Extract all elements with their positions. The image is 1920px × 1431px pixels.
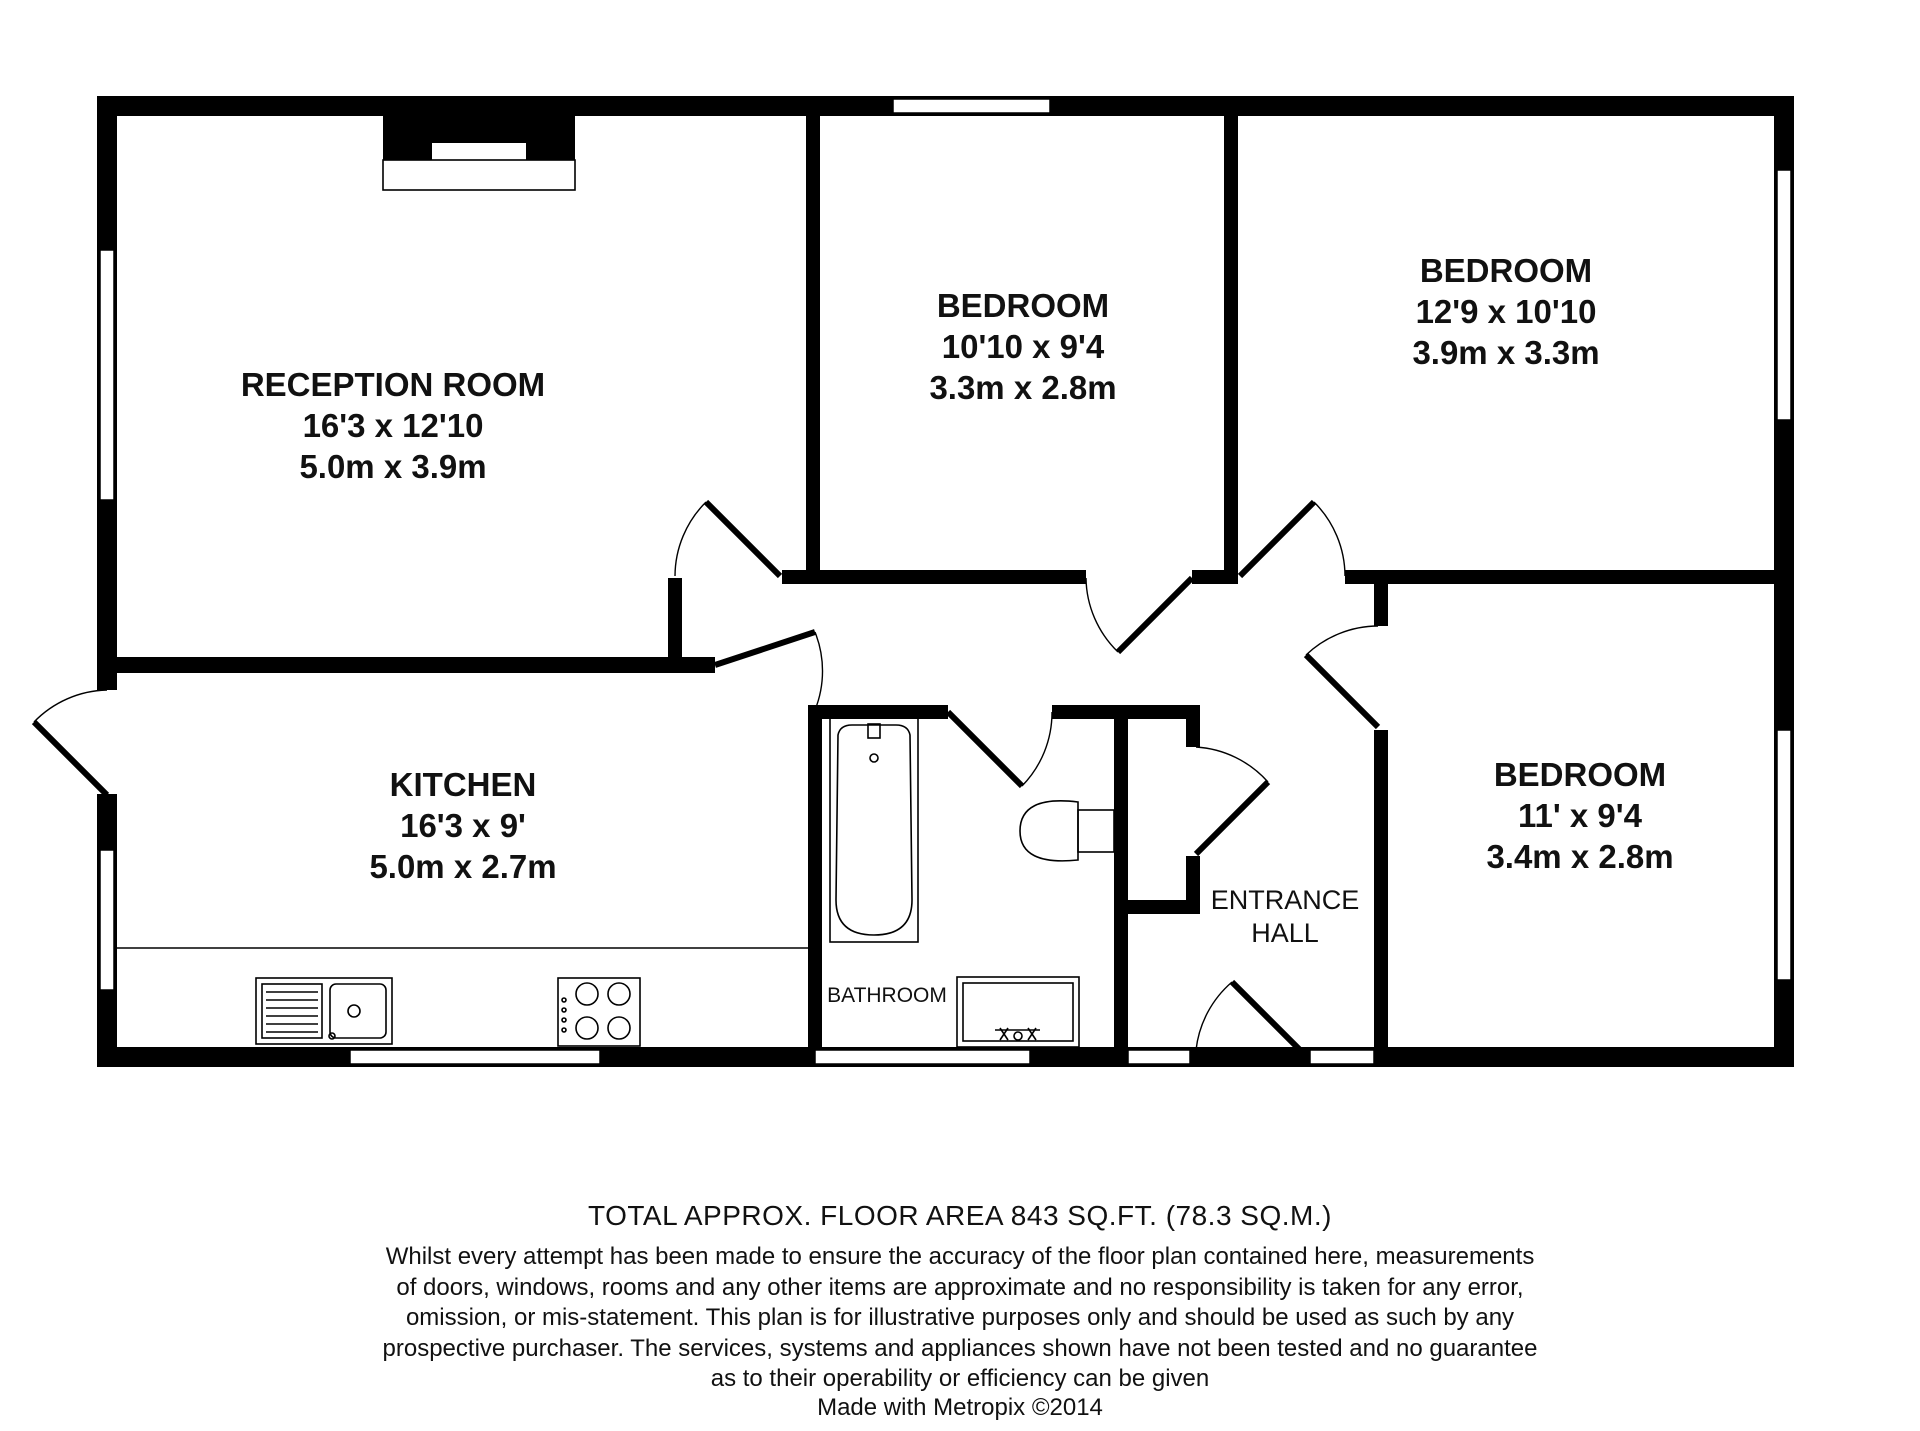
credit: Made with Metropix ©2014 <box>817 1394 1103 1421</box>
window-hall-left <box>1128 1050 1190 1064</box>
entrance-hall-label <box>1211 885 1360 948</box>
fireplace-icon <box>383 116 575 190</box>
window-bedroom1 <box>893 99 1050 113</box>
kitchen-metric: 5.0m x 2.7m <box>369 848 557 885</box>
bathroom-label: BATHROOM <box>827 984 947 1007</box>
window-kitchen-bottom <box>350 1050 600 1064</box>
window-hall-right <box>1310 1050 1374 1064</box>
reception-imperial: 16'3 x 12'10 <box>302 407 484 444</box>
bedroom3-label <box>1486 756 1673 875</box>
kitchen-name: KITCHEN <box>389 766 537 803</box>
window-bedroom2 <box>1777 170 1791 420</box>
disclaimer <box>0 1242 1920 1395</box>
bedroom1-name: BEDROOM <box>936 287 1110 324</box>
bedroom3-name: BEDROOM <box>1493 756 1667 793</box>
window-bathroom <box>815 1050 1030 1064</box>
reception-name: RECEPTION ROOM <box>240 366 546 403</box>
kitchen-imperial: 16'3 x 9' <box>400 807 526 844</box>
total-floor-area: TOTAL APPROX. FLOOR AREA 843 SQ.FT. (78.3 SQ.M.) <box>588 1200 1332 1231</box>
window-bedroom3 <box>1777 730 1791 980</box>
reception-metric: 5.0m x 3.9m <box>299 448 487 485</box>
disclaimer-line: prospective purchaser. The services, systems and appliances shown have not been tested and no guarantee <box>382 1334 1538 1362</box>
bedroom3-imperial: 11' x 9'4 <box>1518 797 1642 834</box>
doors <box>34 502 1378 1055</box>
bedroom1-metric: 3.3m x 2.8m <box>929 369 1117 406</box>
kitchen-label <box>369 766 556 885</box>
bedroom2-name: BEDROOM <box>1419 252 1593 289</box>
bathtub-icon <box>830 717 918 942</box>
entrance-line1: ENTRANCE <box>1210 885 1360 915</box>
disclaimer-line: omission, or mis-statement. This plan is for illustrative purposes only and should be used as such by any <box>405 1304 1515 1331</box>
basin-icon <box>957 977 1079 1047</box>
window-reception <box>100 250 114 500</box>
disclaimer-line: Whilst every attempt has been made to ensure the accuracy of the floor plan contained here, measurements <box>385 1243 1535 1270</box>
disclaimer-line: of doors, windows, rooms and any other items are approximate and no responsibility is taken for any error, <box>396 1273 1524 1301</box>
entrance-line2: HALL <box>1251 918 1319 948</box>
hob-icon <box>558 978 640 1046</box>
bedroom1-imperial: 10'10 x 9'4 <box>941 328 1105 365</box>
toilet-icon <box>1020 801 1114 861</box>
bedroom2-label <box>1412 252 1599 371</box>
sink-icon <box>256 978 392 1044</box>
bedroom3-metric: 3.4m x 2.8m <box>1486 838 1674 875</box>
bedroom2-imperial: 12'9 x 10'10 <box>1415 293 1597 330</box>
window-kitchen-side <box>100 850 114 990</box>
reception-room-label <box>241 366 545 485</box>
bedroom1-label <box>929 287 1116 406</box>
bedroom2-metric: 3.9m x 3.3m <box>1412 334 1600 371</box>
interior-walls <box>97 96 1794 1067</box>
disclaimer-line: as to their operability or efficiency can be given <box>710 1365 1210 1392</box>
